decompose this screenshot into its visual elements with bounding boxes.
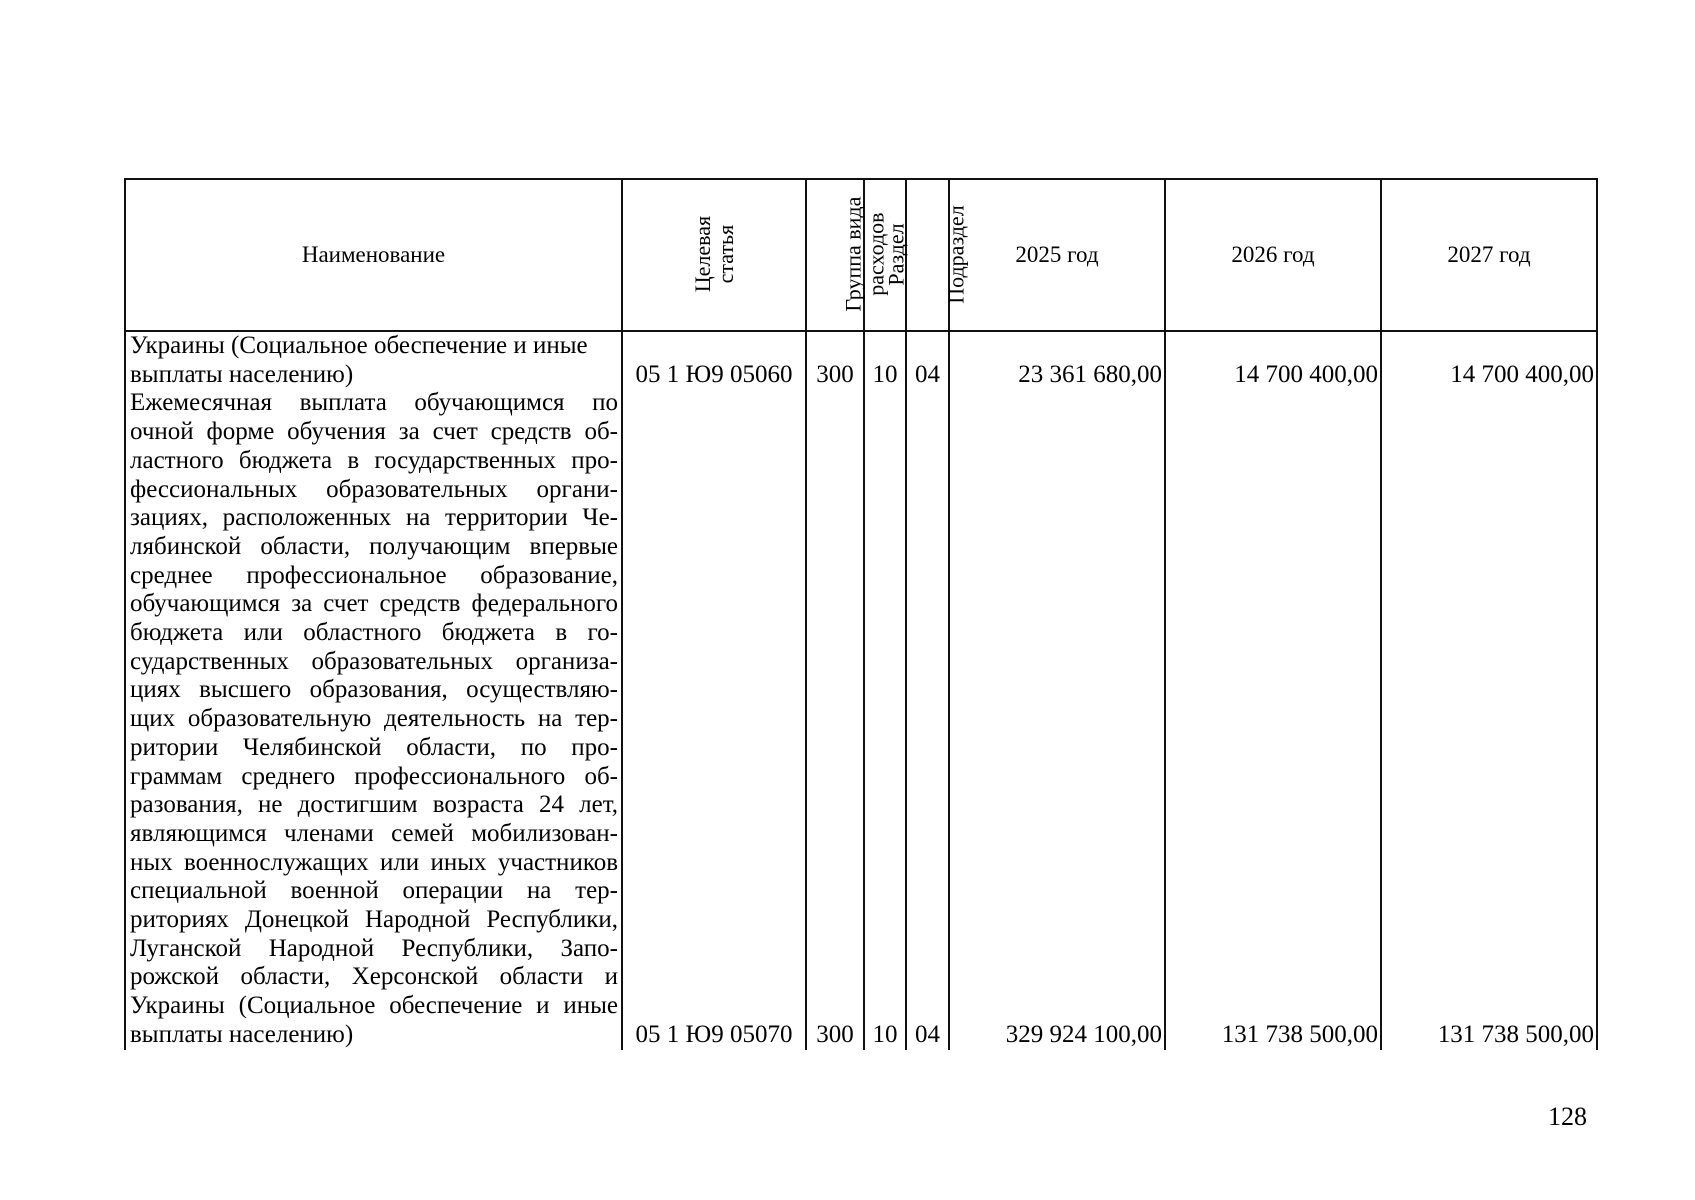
budget-table xyxy=(124,178,1598,1050)
row-amount-2027: 14 700 400,00 xyxy=(1381,331,1597,389)
col-header-name: Наименование xyxy=(125,179,622,331)
row-name: Украины (Социальное обеспечение и иные выплаты населению) xyxy=(125,331,622,389)
row-amount-2025: 329 924 100,00 xyxy=(949,389,1165,1049)
col-header-section: Раздел xyxy=(864,179,906,331)
row-section: 10 xyxy=(864,331,906,389)
row-amount-2026: 131 738 500,00 xyxy=(1165,389,1381,1049)
row-subsection: 04 xyxy=(906,331,949,389)
table-header-row xyxy=(125,179,1597,331)
row-amount-2025: 23 361 680,00 xyxy=(949,331,1165,389)
row-name: Ежемесячная выплата обучающимся по очной форме обучения за счет средств областного бюджета в государственных профессиональных образовательных организациях, расположенных на территории Челябинской области, получающим впервые среднее профессиональное образование, обучающимся за счет средств федерального бюджета или областного бюджета в государственных образовательных организациях высшего образования, осуществляющих образовательную деятельность на территории Челябинской области, по программам среднего профессионального образования, не достигшим возраста 24 лет, являющимся членами семей мобилизованных военнослужащих или иных участников специальной военной операции на территориях Донецкой Народной Республики, Луганской Народной Республики, Запорожской области, Херсонской области и Украины (Социальное обеспечение и иные выплаты населению) xyxy=(125,389,622,1049)
row-subsection: 04 xyxy=(906,389,949,1049)
row-amount-2026: 14 700 400,00 xyxy=(1165,331,1381,389)
col-header-2027: 2027 год xyxy=(1381,179,1597,331)
row-expense-group: 300 xyxy=(806,389,864,1049)
row-target-code: 05 1 Ю9 05070 xyxy=(622,389,806,1049)
col-header-expense-group: Группа вида расходов xyxy=(806,179,864,331)
col-header-2025: 2025 год xyxy=(949,179,1165,331)
row-section: 10 xyxy=(864,389,906,1049)
table-row xyxy=(125,331,1597,389)
table-row xyxy=(125,389,1597,1049)
row-expense-group: 300 xyxy=(806,331,864,389)
col-header-2026: 2026 год xyxy=(1165,179,1381,331)
row-target-code: 05 1 Ю9 05060 xyxy=(622,331,806,389)
col-header-target-article: Целевая статья xyxy=(622,179,806,331)
page-number: 128 xyxy=(1548,1102,1587,1131)
row-amount-2027: 131 738 500,00 xyxy=(1381,389,1597,1049)
col-header-subsection: Подраздел xyxy=(906,179,949,331)
